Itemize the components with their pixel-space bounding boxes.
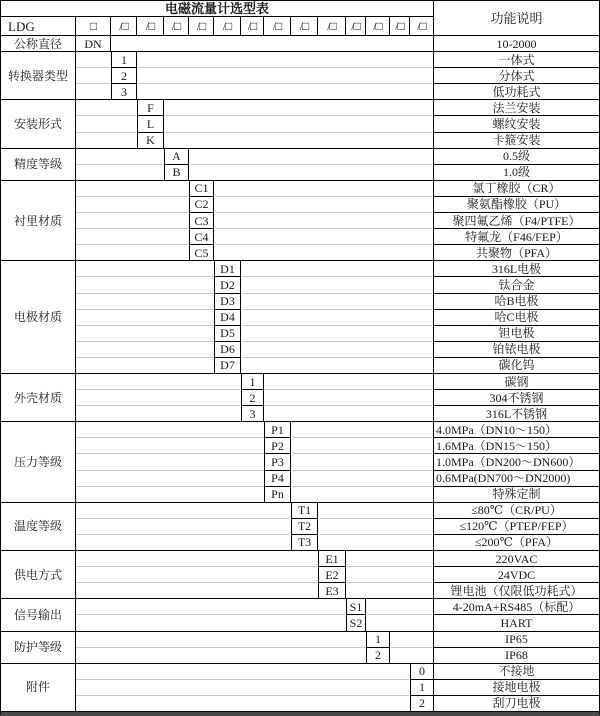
option-code: 1 (111, 52, 137, 68)
model-slot: /□ (164, 17, 189, 36)
spacer-cell (137, 68, 433, 84)
spacer-cell (76, 422, 264, 438)
option-description: 共聚物（PFA） (433, 245, 599, 261)
option-code: F (137, 100, 164, 116)
option-code: P1 (264, 422, 291, 438)
spacer-cell (164, 133, 433, 149)
spacer-cell (76, 535, 291, 551)
spacer-cell (76, 374, 241, 390)
spacer-cell (76, 84, 111, 100)
spacer-cell (76, 680, 410, 696)
spacer-cell (241, 277, 433, 293)
option-description: 10-2000 (433, 36, 599, 52)
option-description: 法兰安装 (433, 100, 599, 116)
spacer-cell (164, 100, 433, 116)
model-slot: /□ (366, 17, 390, 36)
option-code: D4 (214, 310, 241, 326)
spacer-cell (214, 213, 433, 229)
option-description: 碳钢 (433, 374, 599, 390)
category-label: 精度等级 (1, 149, 76, 181)
spacer-cell (214, 229, 433, 245)
model-slot: /□ (111, 17, 137, 36)
spacer-cell (189, 165, 433, 181)
option-code: D7 (214, 358, 241, 374)
option-code: D6 (214, 342, 241, 358)
option-description: 0.5级 (433, 149, 599, 165)
option-description: 4-20mA+RS485（标配） (433, 599, 599, 615)
category-label: 附件 (1, 664, 76, 712)
model-slot: /□ (291, 17, 318, 36)
option-code: B (164, 165, 189, 181)
option-description: 氯丁橡胶（CR） (433, 181, 599, 197)
spacer-cell (137, 84, 433, 100)
option-code: E1 (318, 551, 346, 567)
spacer-cell (76, 277, 214, 293)
spacer-cell (76, 519, 291, 535)
option-description: 聚氨酯橡胶（PU） (433, 197, 599, 213)
option-description: 特殊定制 (433, 487, 599, 503)
option-code: S1 (346, 599, 366, 615)
model-slot: □ (76, 17, 111, 36)
spacer-cell (76, 615, 346, 631)
spacer-cell (76, 664, 410, 680)
option-code: T3 (291, 535, 318, 551)
spacer-cell (241, 261, 433, 277)
spacer-cell (264, 374, 433, 390)
spacer-cell (76, 567, 318, 583)
option-description: 特氟龙（F46/FEP） (433, 229, 599, 245)
category-label: 安装形式 (1, 100, 76, 148)
spacer-cell (241, 358, 433, 374)
option-description: 钽电极 (433, 326, 599, 342)
spacer-cell (241, 342, 433, 358)
spacer-cell (76, 326, 214, 342)
spacer-cell (76, 342, 214, 358)
option-code: Pn (264, 487, 291, 503)
spacer-cell (346, 583, 433, 599)
category-label: 压力等级 (1, 422, 76, 502)
option-description: ≤200℃（PFA） (433, 535, 599, 551)
option-description: 316L不锈钢 (433, 406, 599, 422)
option-code: 1 (410, 680, 433, 696)
option-code: T1 (291, 503, 318, 519)
spacer-cell (76, 551, 318, 567)
spacer-cell (291, 438, 433, 454)
spacer-cell (318, 503, 433, 519)
spacer-cell (164, 116, 433, 132)
model-slot: /□ (214, 17, 241, 36)
option-code: 2 (410, 696, 433, 712)
option-description: ≤80℃（CR/PU） (433, 503, 599, 519)
spacer-cell (390, 632, 433, 648)
option-description: 碳化钨 (433, 358, 599, 374)
option-code: P2 (264, 438, 291, 454)
option-description: 不接地 (433, 664, 599, 680)
option-description: 铂铱电极 (433, 342, 599, 358)
spacer-cell (76, 165, 164, 181)
option-code: DN (76, 36, 111, 52)
option-code: 3 (111, 84, 137, 100)
option-code: D2 (214, 277, 241, 293)
spacer-cell (76, 261, 214, 277)
option-code: C4 (189, 229, 214, 245)
spacer-cell (264, 406, 433, 422)
model-slot: /□ (318, 17, 346, 36)
option-description: 1.6MPa（DN15～150） (433, 438, 599, 454)
option-code: 2 (366, 648, 390, 664)
option-code: C2 (189, 197, 214, 213)
spacer-cell (76, 294, 214, 310)
option-code: E3 (318, 583, 346, 599)
option-description: 螺纹安装 (433, 116, 599, 132)
option-description: ≤120℃（PTEP/FEP） (433, 519, 599, 535)
option-code: P4 (264, 471, 291, 487)
spacer-cell (366, 599, 433, 615)
option-description: 卡箍安装 (433, 133, 599, 149)
option-description: 哈B电极 (433, 294, 599, 310)
spacer-cell (214, 181, 433, 197)
category-label: 外壳材质 (1, 374, 76, 422)
option-code: 3 (241, 406, 264, 422)
option-code: 1 (241, 374, 264, 390)
table-title: 电磁流量计选型表 (1, 1, 433, 17)
option-description: 24VDC (433, 567, 599, 583)
category-label: 防护等级 (1, 632, 76, 664)
spacer-cell (366, 615, 433, 631)
spacer-cell (76, 583, 318, 599)
option-code: D5 (214, 326, 241, 342)
spacer-cell (76, 100, 137, 116)
option-description: 4.0MPa（DN10～150） (433, 422, 599, 438)
option-description: 316L电极 (433, 261, 599, 277)
spacer-cell (76, 648, 366, 664)
option-code: 2 (241, 390, 264, 406)
spacer-cell (291, 471, 433, 487)
spacer-cell (76, 197, 189, 213)
option-description: IP68 (433, 648, 599, 664)
spacer-cell (137, 52, 433, 68)
spacer-cell (76, 632, 366, 648)
spacer-cell (264, 390, 433, 406)
spacer-cell (76, 358, 214, 374)
spacer-cell (76, 181, 189, 197)
spacer-cell (318, 535, 433, 551)
option-code: 2 (111, 68, 137, 84)
spacer-cell (76, 229, 189, 245)
spacer-cell (76, 310, 214, 326)
option-code: A (164, 149, 189, 165)
spacer-cell (76, 116, 137, 132)
option-code: C5 (189, 245, 214, 261)
spacer-cell (111, 36, 433, 52)
model-slot: /□ (346, 17, 366, 36)
option-description: 低功耗式 (433, 84, 599, 100)
spacer-cell (76, 68, 111, 84)
option-description: 220VAC (433, 551, 599, 567)
spacer-cell (76, 599, 346, 615)
spacer-cell (76, 471, 264, 487)
spacer-cell (76, 696, 410, 712)
option-description: 1.0MPa（DN200～DN600） (433, 454, 599, 470)
option-description: 锂电池（仅限低功耗式） (433, 583, 599, 599)
spacer-cell (318, 519, 433, 535)
option-code: P3 (264, 454, 291, 470)
option-description: 一体式 (433, 52, 599, 68)
spacer-cell (76, 438, 264, 454)
spacer-cell (241, 294, 433, 310)
spacer-cell (291, 487, 433, 503)
option-description: 钛合金 (433, 277, 599, 293)
spacer-cell (76, 390, 241, 406)
model-slot: /□ (137, 17, 164, 36)
category-label: 转换器类型 (1, 52, 76, 100)
option-code: E2 (318, 567, 346, 583)
spacer-cell (189, 149, 433, 165)
category-label: 电极材质 (1, 261, 76, 374)
option-code: D1 (214, 261, 241, 277)
spacer-cell (76, 149, 164, 165)
model-slot: /□ (410, 17, 433, 36)
model-slot: /□ (189, 17, 214, 36)
spacer-cell (76, 487, 264, 503)
category-label: 温度等级 (1, 503, 76, 551)
option-code: C1 (189, 181, 214, 197)
spacer-cell (346, 551, 433, 567)
spacer-cell (214, 197, 433, 213)
category-label: 供电方式 (1, 551, 76, 599)
option-code: C3 (189, 213, 214, 229)
option-description: IP65 (433, 632, 599, 648)
model-prefix: LDG (1, 17, 76, 36)
spacer-cell (76, 503, 291, 519)
spacer-cell (76, 213, 189, 229)
spacer-cell (291, 454, 433, 470)
option-code: D3 (214, 294, 241, 310)
spacer-cell (390, 648, 433, 664)
spacer-cell (241, 326, 433, 342)
spacer-cell (291, 422, 433, 438)
model-slot: /□ (390, 17, 410, 36)
option-code: T2 (291, 519, 318, 535)
option-description: 接地电极 (433, 680, 599, 696)
function-column-header: 功能说明 (433, 1, 599, 36)
option-description: 聚四氟乙烯（F4/PTFE） (433, 213, 599, 229)
option-description: 304不锈钢 (433, 390, 599, 406)
category-label: 衬里材质 (1, 181, 76, 261)
model-slot: /□ (264, 17, 291, 36)
spacer-cell (76, 133, 137, 149)
spacer-cell (241, 310, 433, 326)
option-code: S2 (346, 615, 366, 631)
category-label: 公称直径 (1, 36, 76, 52)
option-code: 0 (410, 664, 433, 680)
spacer-cell (76, 454, 264, 470)
spacer-cell (76, 406, 241, 422)
option-description: 1.0级 (433, 165, 599, 181)
option-code: L (137, 116, 164, 132)
option-description: 哈C电极 (433, 310, 599, 326)
option-description: 0.6MPa(DN700～DN2000) (433, 471, 599, 487)
option-code: K (137, 133, 164, 149)
spacer-cell (214, 245, 433, 261)
category-label: 信号输出 (1, 599, 76, 631)
option-code: 1 (366, 632, 390, 648)
model-slot: /□ (241, 17, 264, 36)
spacer-cell (76, 52, 111, 68)
option-description: HART (433, 615, 599, 631)
spacer-cell (76, 245, 189, 261)
spacer-cell (346, 567, 433, 583)
option-description: 刮刀电极 (433, 696, 599, 712)
option-description: 分体式 (433, 68, 599, 84)
